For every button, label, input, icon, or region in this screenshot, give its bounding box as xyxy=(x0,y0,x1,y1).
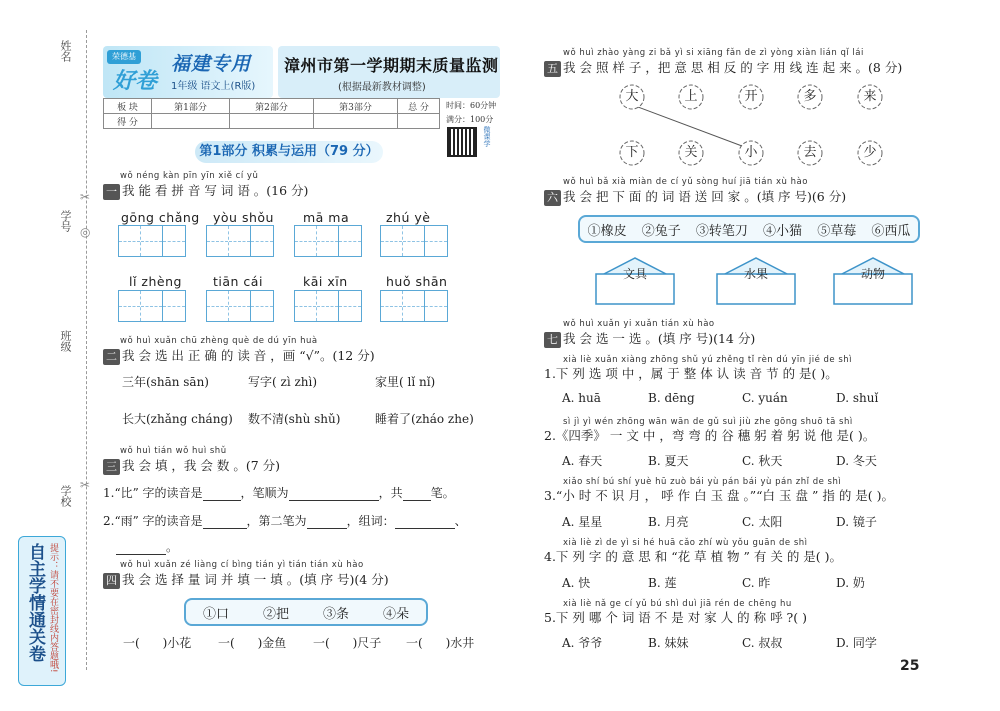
measure-blank-4[interactable]: 一( )水井 xyxy=(406,636,475,650)
badge-title: 自主学情通关卷 xyxy=(25,543,45,662)
question-number: 六 xyxy=(544,190,561,206)
option-item: ①口 xyxy=(202,606,229,622)
question-pinyin: wǒ huì xuǎn yi xuǎn tián xù hào xyxy=(563,319,715,329)
choice-option[interactable]: C. 叔叔 xyxy=(742,636,783,650)
part-banner: 第1部分 积累与运用（79 分） xyxy=(195,141,383,163)
writing-grid[interactable] xyxy=(380,290,448,322)
answer-blank[interactable] xyxy=(307,517,347,529)
question-7-title xyxy=(544,329,755,348)
choice-option[interactable]: D. 冬天 xyxy=(836,454,877,468)
choice-option[interactable]: C. 秋天 xyxy=(742,454,783,468)
pinyin-prompt: lǐ zhèng xyxy=(129,274,182,289)
fill-text: 1.“比” 字的读音是 xyxy=(103,486,203,500)
fill-text: ，第二笔为 xyxy=(246,514,307,528)
class-field xyxy=(57,330,73,352)
fill-text: 笔。 xyxy=(430,486,455,500)
choice-question: 4.下 列 字 的 意 思 和 “花 草 植 物 ” 有 关 的 是( )。 xyxy=(544,549,843,564)
top-character[interactable]: 上 xyxy=(677,83,705,111)
pinyin-prompt: gōng chǎng xyxy=(121,210,200,225)
choice-option[interactable]: D. 奶 xyxy=(836,576,865,590)
word-options xyxy=(578,215,920,243)
option-item: ②兔子 xyxy=(641,223,681,239)
self-check-badge xyxy=(18,536,66,686)
question-pinyin: wǒ huì zhào yàng zi bǎ yì si xiāng fǎn de zì yòng xiàn lián qǐ lái xyxy=(563,48,864,58)
choice-option[interactable]: B. 莲 xyxy=(648,576,677,590)
school-field xyxy=(57,485,73,507)
brand-tag: 荣德基 xyxy=(107,50,141,64)
scissor-icon: ✂ xyxy=(80,190,91,204)
fill-line-2 xyxy=(103,512,467,529)
reading-choice[interactable]: 三年(shān sān) xyxy=(122,375,209,389)
score-cell[interactable] xyxy=(230,114,314,129)
option-item: ④小猫 xyxy=(763,223,803,239)
question-number: 三 xyxy=(103,459,120,475)
option-item: ②把 xyxy=(262,606,289,622)
student-id-field xyxy=(57,210,73,232)
table-header: 第3部分 xyxy=(314,99,398,114)
house-animal[interactable] xyxy=(830,256,916,306)
pinyin-prompt: mā ma xyxy=(303,210,350,225)
reading-choice[interactable]: 写字( zì zhì) xyxy=(248,375,318,389)
question-pinyin: wǒ huì xuǎn chū zhèng què de dú yīn huà xyxy=(120,336,318,346)
question-number: 七 xyxy=(544,332,561,348)
question-pinyin: wǒ huì xuǎn zé liàng cí bìng tián yì tián tián xù hào xyxy=(120,560,364,570)
answer-blank[interactable] xyxy=(203,489,241,501)
choice-option[interactable]: B. 月亮 xyxy=(648,515,689,529)
grade-label: 1年级 语文上(R版) xyxy=(171,81,256,92)
question-4-title xyxy=(103,570,389,589)
reading-choice[interactable]: 睡着了(zháo zhe) xyxy=(375,412,474,426)
class-label: 班级 xyxy=(59,330,72,352)
pinyin-prompt: tiān cái xyxy=(213,274,263,289)
measure-blank-1[interactable]: 一( )小花 xyxy=(123,636,192,650)
reading-choice[interactable]: 数不清(shù shǔ) xyxy=(248,412,341,426)
pinyin-prompt: huǒ shān xyxy=(386,274,448,289)
question-text: 我 会 照 样 子 ，把 意 思 相 反 的 字 用 线 连 起 来 。(8 分) xyxy=(563,60,903,75)
question-3-title xyxy=(103,456,280,475)
choice-option[interactable]: B. 妹妹 xyxy=(648,636,689,650)
bottom-character[interactable]: 关 xyxy=(677,139,705,167)
top-character[interactable]: 大 xyxy=(618,83,646,111)
choice-option[interactable]: B. dēng xyxy=(648,391,695,405)
bottom-character[interactable]: 去 xyxy=(796,139,824,167)
pinyin-prompt: zhú yè xyxy=(386,210,431,225)
question-1-title xyxy=(103,181,308,200)
answer-blank[interactable] xyxy=(203,517,247,529)
time-limit: 时间：60分钟 xyxy=(446,101,497,110)
table-header: 总 分 xyxy=(398,99,440,114)
school-label: 学校 xyxy=(59,485,72,507)
choice-option[interactable]: A. 春天 xyxy=(562,454,603,468)
option-item: ⑤草莓 xyxy=(817,223,857,239)
choice-option[interactable]: C. 昨 xyxy=(742,576,771,590)
brand-mark: 好卷 xyxy=(113,69,158,94)
reading-choice[interactable]: 家里( lǐ nǐ) xyxy=(375,375,436,389)
binding-sidebar xyxy=(0,0,98,711)
question-pinyin: wǒ huì bǎ xià miàn de cí yǔ sòng huí jiā tián xù hào xyxy=(563,177,808,187)
choice-option[interactable]: C. 太阳 xyxy=(742,515,783,529)
title-box xyxy=(278,46,500,98)
question-pinyin: wǒ néng kàn pīn yīn xiě cí yǔ xyxy=(120,171,259,181)
choice-option[interactable]: D. 镜子 xyxy=(836,515,877,529)
answer-blank[interactable] xyxy=(116,543,166,555)
item-pinyin: sì jì yì wén zhōng wān wān de gǔ suì jiù zhe gōng shuō tā shì xyxy=(563,417,853,427)
exam-meta xyxy=(446,99,496,127)
question-text: 我 会 选 出 正 确 的 读 音 ，画 “√”。(12 分) xyxy=(122,348,375,363)
fill-text: 。 xyxy=(166,540,179,554)
top-character[interactable]: 开 xyxy=(737,83,765,111)
option-item: ③条 xyxy=(322,606,349,622)
writing-grid[interactable] xyxy=(206,225,274,257)
question-text: 我 会 选 择 量 词 并 填 一 填 。(填 序 号)(4 分) xyxy=(122,572,389,587)
choice-option[interactable]: A. 星星 xyxy=(562,515,603,529)
answer-blank[interactable] xyxy=(403,489,431,501)
measure-blank-3[interactable]: 一( )尺子 xyxy=(313,636,382,650)
exam-subtitle: (根据最新教材调整) xyxy=(338,82,426,93)
table-header: 板 块 xyxy=(104,99,152,114)
full-score: 满分：100分 xyxy=(446,115,494,124)
house-fruit[interactable] xyxy=(713,256,799,306)
top-character[interactable]: 来 xyxy=(856,83,884,111)
question-text: 我 能 看 拼 音 写 词 语 。(16 分) xyxy=(122,183,309,198)
question-number: 五 xyxy=(544,61,561,77)
question-2-title xyxy=(103,346,375,365)
question-pinyin: wǒ huì tián wǒ huì shǔ xyxy=(120,446,227,456)
scissor-icon: ✂ xyxy=(80,478,91,492)
region-label: 福建专用 xyxy=(171,53,252,75)
reading-choice[interactable]: 长大(zhǎng cháng) xyxy=(122,412,233,426)
choice-question: 1.下 列 选 项 中 ，属 于 整 体 认 读 音 节 的 是( )。 xyxy=(544,366,838,381)
pinyin-prompt: kāi xīn xyxy=(303,274,348,289)
option-item: ①橡皮 xyxy=(587,223,627,239)
item-pinyin: xià liè xuǎn xiàng zhōng shǔ yú zhěng tǐ rèn dú yīn jié de shì xyxy=(563,355,853,365)
choice-option[interactable]: D. shuǐ xyxy=(836,391,879,405)
student-id-label: 学号 xyxy=(59,210,72,232)
brand-logo xyxy=(103,46,273,98)
measure-blank-2[interactable]: 一( )金鱼 xyxy=(218,636,287,650)
writing-grid[interactable] xyxy=(118,225,186,257)
table-header: 第2部分 xyxy=(230,99,314,114)
choice-option[interactable]: B. 夏天 xyxy=(648,454,689,468)
fill-text: ，笔顺为 xyxy=(240,486,289,500)
writing-grid[interactable] xyxy=(206,290,274,322)
house-label: 水果 xyxy=(743,267,768,281)
score-cell[interactable] xyxy=(398,114,440,129)
choice-option[interactable]: A. 快 xyxy=(562,576,591,590)
bottom-character[interactable]: 小 xyxy=(737,139,765,167)
option-item: ⑥西瓜 xyxy=(871,223,911,239)
qr-caption: 微课学 xyxy=(483,126,491,147)
qr-code[interactable] xyxy=(447,127,477,157)
choice-question: 5.下 列 哪 个 词 语 不 是 对 家 人 的 称 呼 ?( ) xyxy=(544,610,807,625)
seal-icon: ◎ xyxy=(80,225,91,239)
choice-question: 2.《四季》 一 文 中 ，弯 弯 的 谷 穗 躬 着 躬 说 他 是( )。 xyxy=(544,428,876,443)
table-header: 第1部分 xyxy=(152,99,230,114)
item-pinyin: xiǎo shí bú shí yuè hū zuò bái yù pán bái yù pán zhǐ de shì xyxy=(563,477,842,487)
choice-option[interactable]: C. yuán xyxy=(742,391,788,405)
name-field xyxy=(57,40,73,62)
fill-text: 、 xyxy=(454,514,467,528)
fill-line-3 xyxy=(116,538,178,555)
writing-grid[interactable] xyxy=(294,225,362,257)
writing-grid[interactable] xyxy=(118,290,186,322)
top-character[interactable]: 多 xyxy=(796,83,824,111)
question-text: 我 会 选 一 选 。(填 序 号)(14 分) xyxy=(563,331,756,346)
writing-grid[interactable] xyxy=(294,290,362,322)
fill-line-1 xyxy=(103,484,455,501)
fill-text: ，共 xyxy=(378,486,403,500)
exam-header xyxy=(103,46,500,98)
item-pinyin: xià liè zì de yì si hé huā cǎo zhí wù yǒu guān de shì xyxy=(563,538,808,548)
score-row-label: 得 分 xyxy=(104,114,152,129)
choice-option[interactable]: D. 同学 xyxy=(836,636,877,650)
score-table xyxy=(103,98,440,129)
score-cell[interactable] xyxy=(314,114,398,129)
bottom-character[interactable]: 下 xyxy=(618,139,646,167)
matching-lines xyxy=(560,80,900,180)
fill-text: 2.“雨” 字的读音是 xyxy=(103,514,203,528)
house-stationery[interactable] xyxy=(592,256,678,306)
exam-title: 漳州市第一学期期末质量监测 xyxy=(284,56,499,75)
name-label: 姓名 xyxy=(59,40,72,62)
item-pinyin: xià liè nǎ ge cí yǔ bú shì duì jiā rén de chēng hu xyxy=(563,599,792,609)
cut-line xyxy=(86,30,87,670)
question-6-title xyxy=(544,187,846,206)
question-text: 我 会 填 ，我 会 数 。(7 分) xyxy=(122,458,281,473)
choice-question: 3.“小 时 不 识 月 ， 呼 作 白 玉 盘 。”“白 玉 盘 ” 指 的 是( )。 xyxy=(544,488,895,503)
option-item: ④朵 xyxy=(382,606,409,622)
writing-grid[interactable] xyxy=(380,225,448,257)
house-label: 文具 xyxy=(622,267,647,281)
question-number: 一 xyxy=(103,184,120,200)
score-cell[interactable] xyxy=(152,114,230,129)
question-5-title xyxy=(544,58,902,77)
question-number: 二 xyxy=(103,349,120,365)
pinyin-prompt: yòu shǒu xyxy=(213,210,274,225)
fill-text: ，组词： xyxy=(346,514,395,528)
question-text: 我 会 把 下 面 的 词 语 送 回 家 。(填 序 号)(6 分) xyxy=(563,189,847,204)
measure-word-options xyxy=(184,598,428,626)
answer-blank[interactable] xyxy=(289,489,379,501)
bottom-character[interactable]: 少 xyxy=(856,139,884,167)
badge-subtitle: 提示：请不要在密封线内答题哦! xyxy=(48,543,58,673)
option-item: ③转笔刀 xyxy=(695,223,748,239)
house-label: 动物 xyxy=(860,267,885,281)
question-number: 四 xyxy=(103,573,120,589)
page-number: 25 xyxy=(900,658,920,674)
answer-blank[interactable] xyxy=(395,517,455,529)
choice-option[interactable]: A. huā xyxy=(562,391,601,405)
choice-option[interactable]: A. 爷爷 xyxy=(562,636,603,650)
